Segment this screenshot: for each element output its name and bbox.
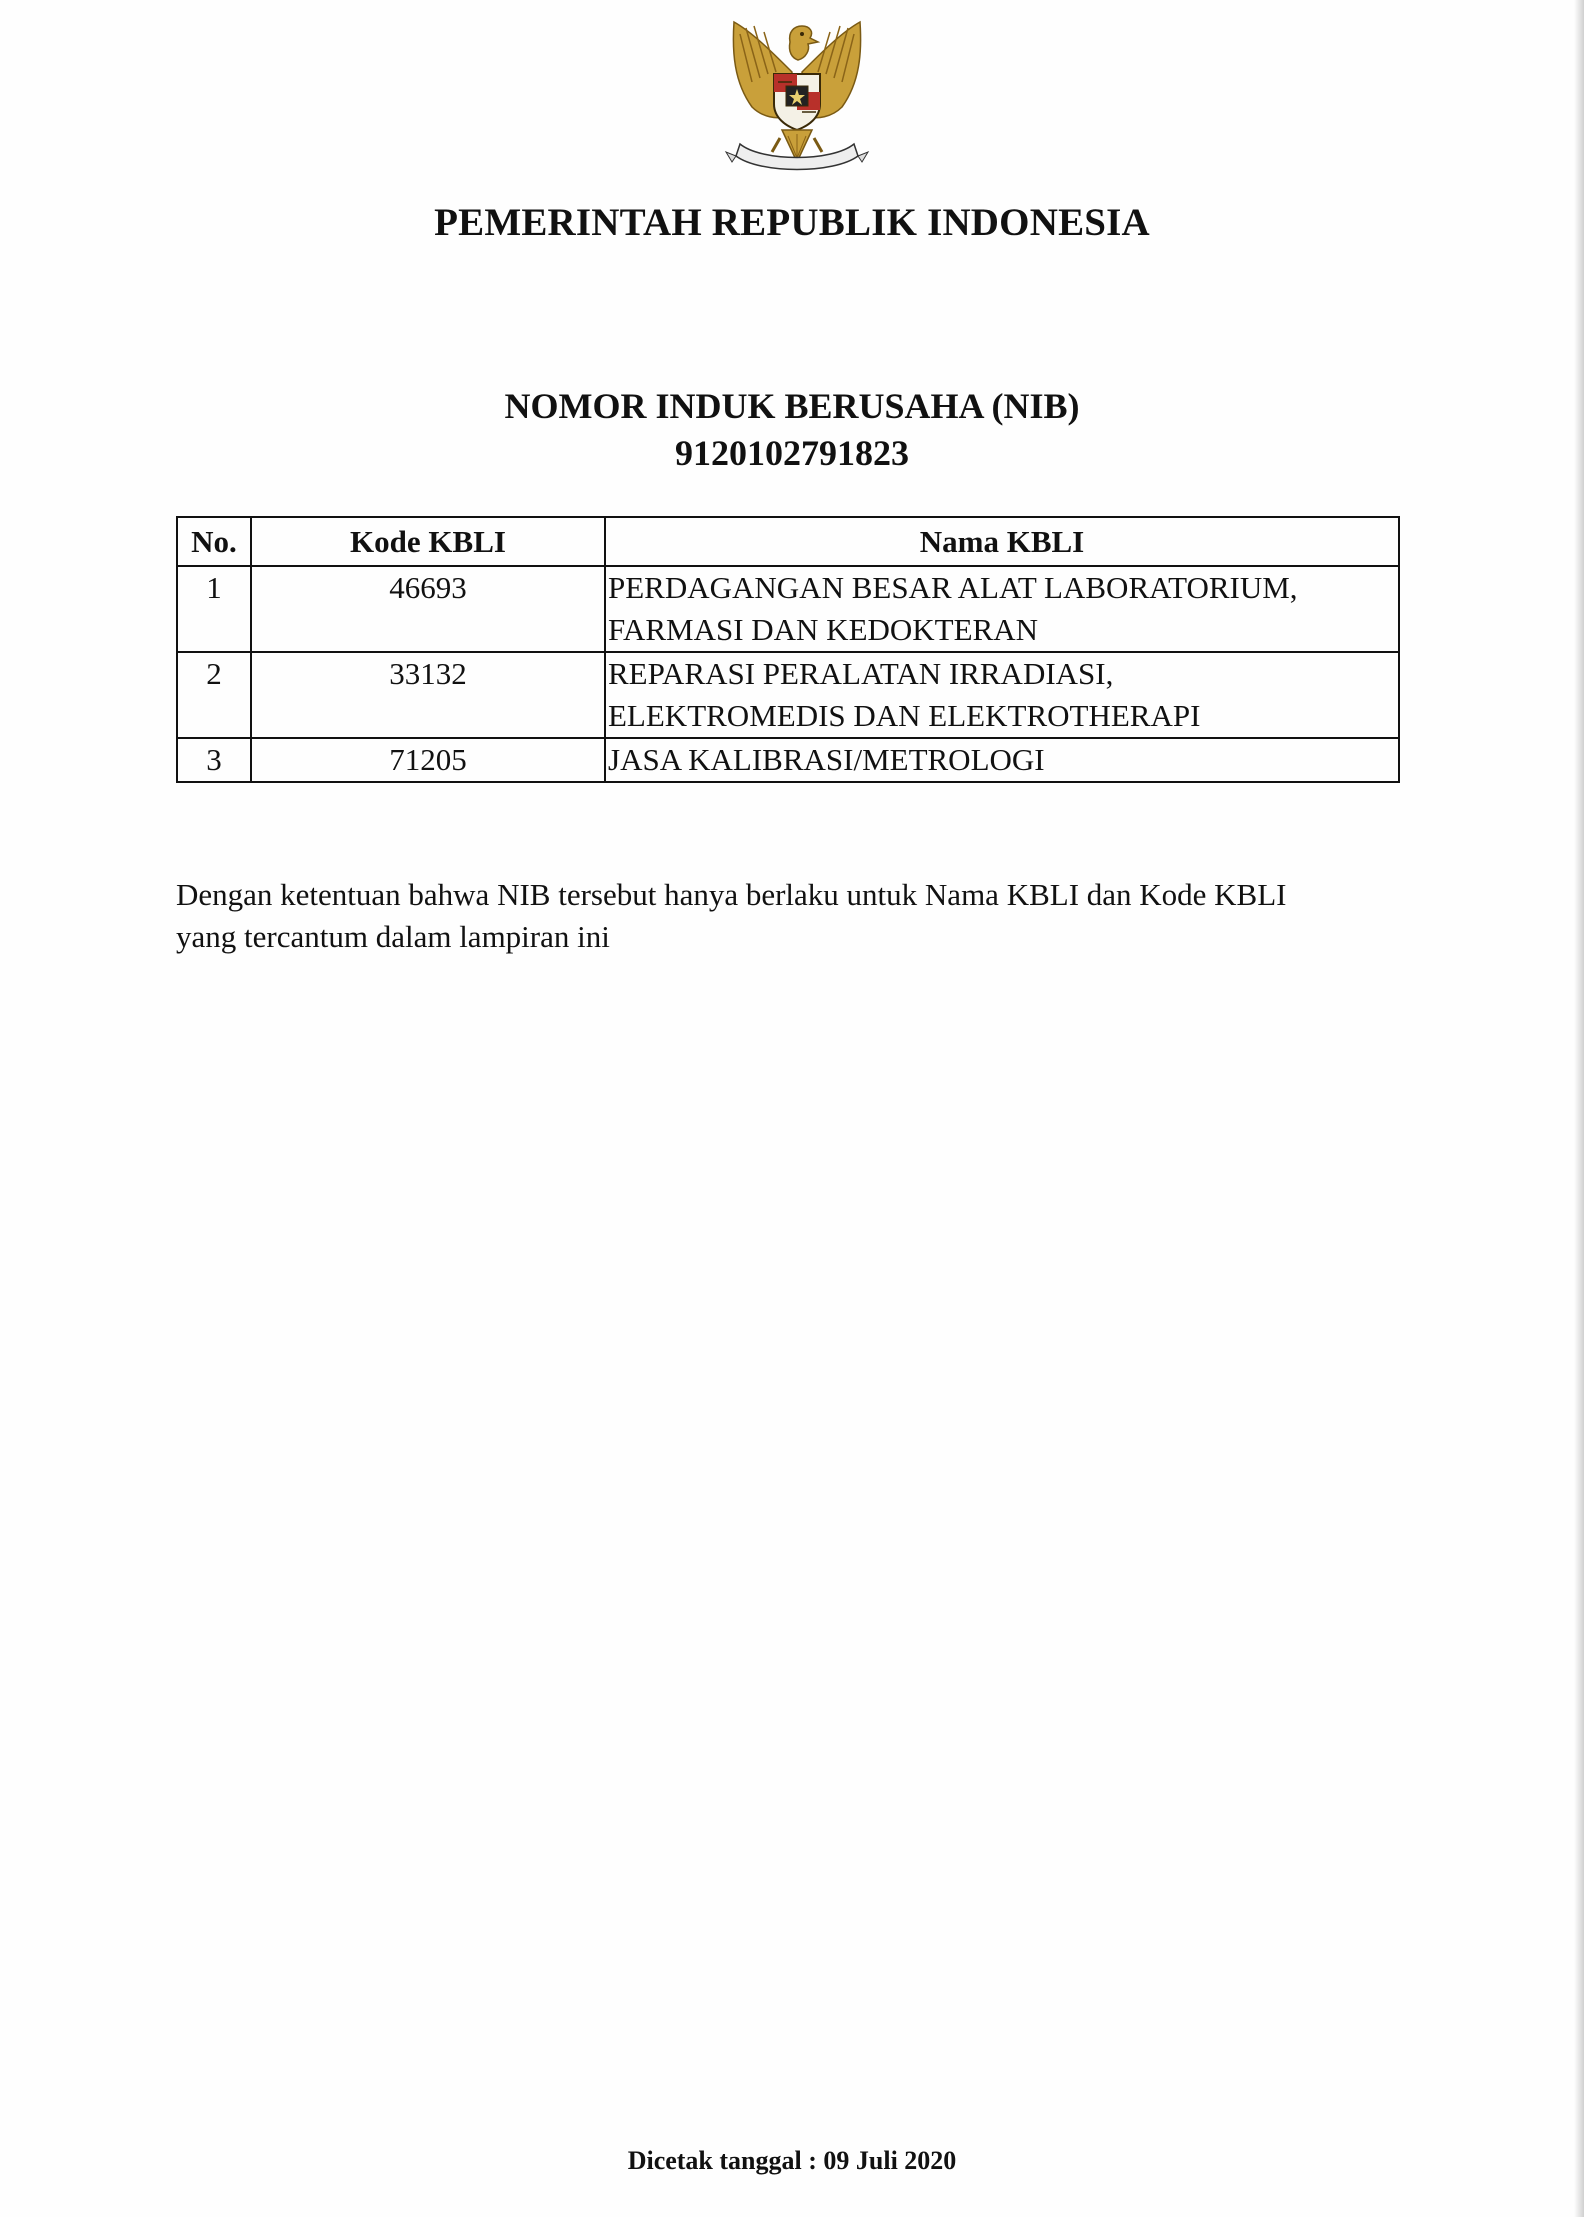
kbli-table — [176, 516, 1400, 783]
row-nama-kbli — [605, 652, 1399, 738]
table-row — [177, 738, 1399, 782]
header-no: No. — [177, 517, 251, 566]
note-line: Dengan ketentuan bahwa NIB tersebut hanya berlaku untuk Nama KBLI dan Kode KBLI — [176, 877, 1287, 912]
row-no: 3 — [177, 738, 251, 782]
validity-note — [176, 874, 1398, 958]
table-row — [177, 566, 1399, 652]
scan-edge-shadow — [1574, 0, 1584, 2217]
row-nama-kbli — [605, 738, 1399, 782]
nib-heading: NOMOR INDUK BERUSAHA (NIB) — [504, 386, 1080, 426]
government-title: PEMERINTAH REPUBLIK INDONESIA — [434, 201, 1150, 244]
note-line: yang tercantum dalam lampiran ini — [176, 919, 610, 954]
nama-line: ELEKTROMEDIS DAN ELEKTROTHERAPI — [608, 698, 1201, 733]
garuda-emblem-icon — [722, 12, 872, 180]
nib-number: 9120102791823 — [675, 433, 909, 473]
row-no: 1 — [177, 566, 251, 652]
table-header-row — [177, 517, 1399, 566]
row-nama-kbli — [605, 566, 1399, 652]
nama-line: JASA KALIBRASI/METROLOGI — [608, 742, 1045, 777]
row-kode-kbli: 46693 — [251, 566, 605, 652]
header-nama-kbli: Nama KBLI — [605, 517, 1399, 566]
nama-line: FARMASI DAN KEDOKTERAN — [608, 612, 1038, 647]
header-kode-kbli: Kode KBLI — [251, 517, 605, 566]
nama-line: REPARASI PERALATAN IRRADIASI, — [608, 656, 1114, 691]
row-kode-kbli: 33132 — [251, 652, 605, 738]
table-row — [177, 652, 1399, 738]
nama-line: PERDAGANGAN BESAR ALAT LABORATORIUM, — [608, 570, 1298, 605]
printed-date: Dicetak tanggal : 09 Juli 2020 — [627, 2146, 957, 2175]
row-kode-kbli: 71205 — [251, 738, 605, 782]
row-no: 2 — [177, 652, 251, 738]
